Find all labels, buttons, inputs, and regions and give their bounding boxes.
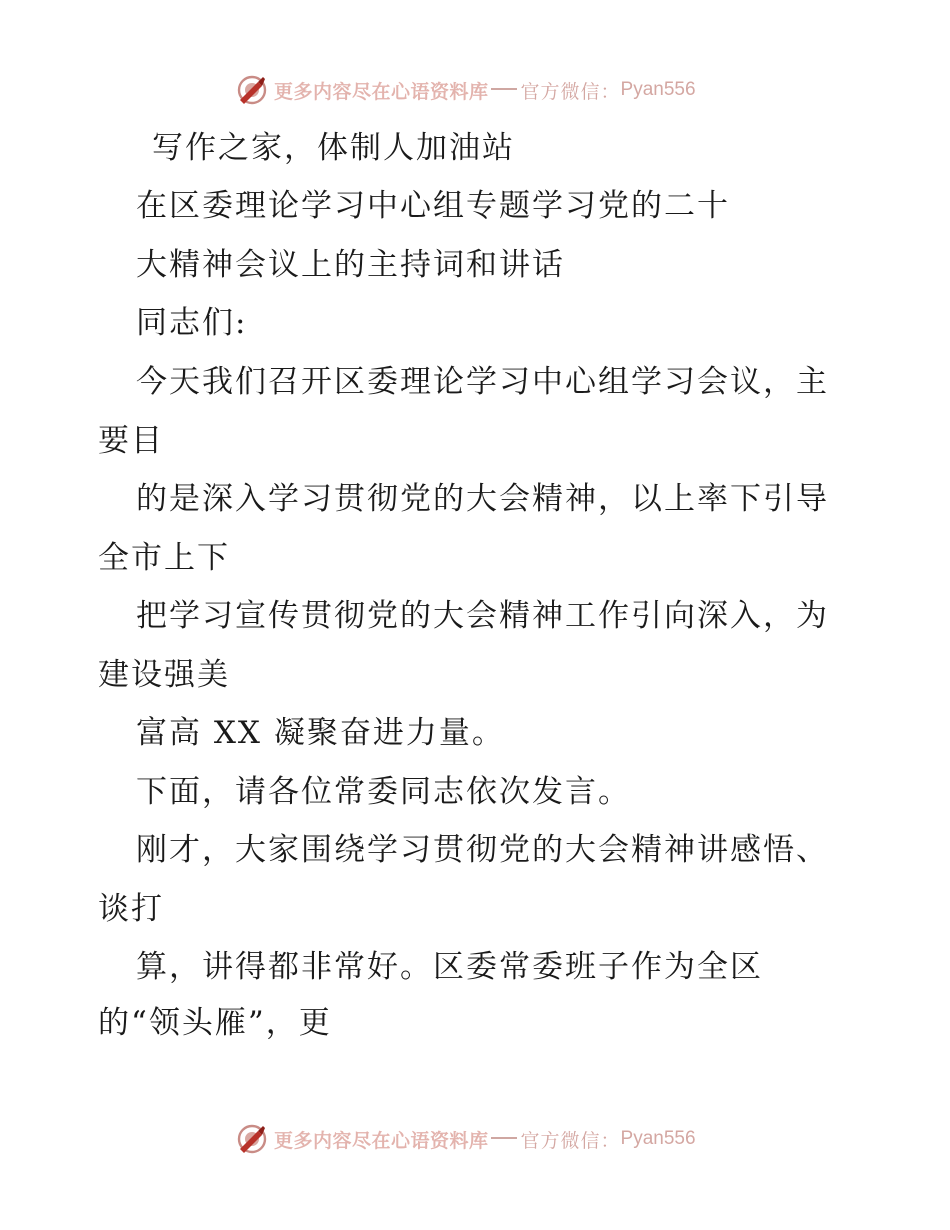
- salutation: 同志们:: [136, 305, 248, 341]
- pen-logo-icon: [236, 1123, 268, 1155]
- header-wechat-label: 官方微信：: [520, 80, 621, 103]
- footer-wechat-label: 官方微信：: [520, 1129, 621, 1152]
- body-line: 把学习宣传贯彻党的大会精神工作引向深入，为: [136, 598, 829, 634]
- body-line: 建设强美: [98, 657, 230, 693]
- document-title-line-2: 大精神会议上的主持词和讲话: [136, 247, 565, 283]
- pen-logo-icon: [236, 74, 268, 106]
- body-line: 刚才，大家围绕学习贯彻党的大会精神讲感悟、: [136, 832, 829, 868]
- body-line: 全市上下: [98, 540, 230, 576]
- header-watermark-banner: [236, 72, 756, 108]
- document-title-line-1: 在区委理论学习中心组专题学习党的二十: [136, 188, 730, 224]
- body-line: 今天我们召开区委理论学习中心组学习会议，主: [136, 364, 829, 400]
- body-line: 的“领头雁”，更: [98, 1005, 332, 1041]
- header-dash-divider: [491, 88, 517, 90]
- body-line: 下面，请各位常委同志依次发言。: [136, 774, 631, 810]
- source-line: 写作之家，体制人加油站: [152, 130, 515, 166]
- footer-watermark-banner: [236, 1121, 756, 1157]
- footer-slogan: 更多内容尽在心语资料库: [274, 1129, 489, 1152]
- header-slogan: 更多内容尽在心语资料库: [274, 80, 489, 103]
- body-line: 的是深入学习贯彻党的大会精神，以上率下引导: [136, 481, 829, 517]
- footer-wechat-account: Pyan556: [620, 1128, 696, 1149]
- body-line: 要目: [98, 423, 164, 459]
- header-wechat-account: Pyan556: [620, 79, 696, 100]
- body-line: 算，讲得都非常好。区委常委班子作为全区: [136, 949, 763, 985]
- body-line: 富高 XX 凝聚奋进力量。: [136, 715, 505, 751]
- footer-dash-divider: [491, 1137, 517, 1139]
- body-line: 谈打: [98, 891, 164, 927]
